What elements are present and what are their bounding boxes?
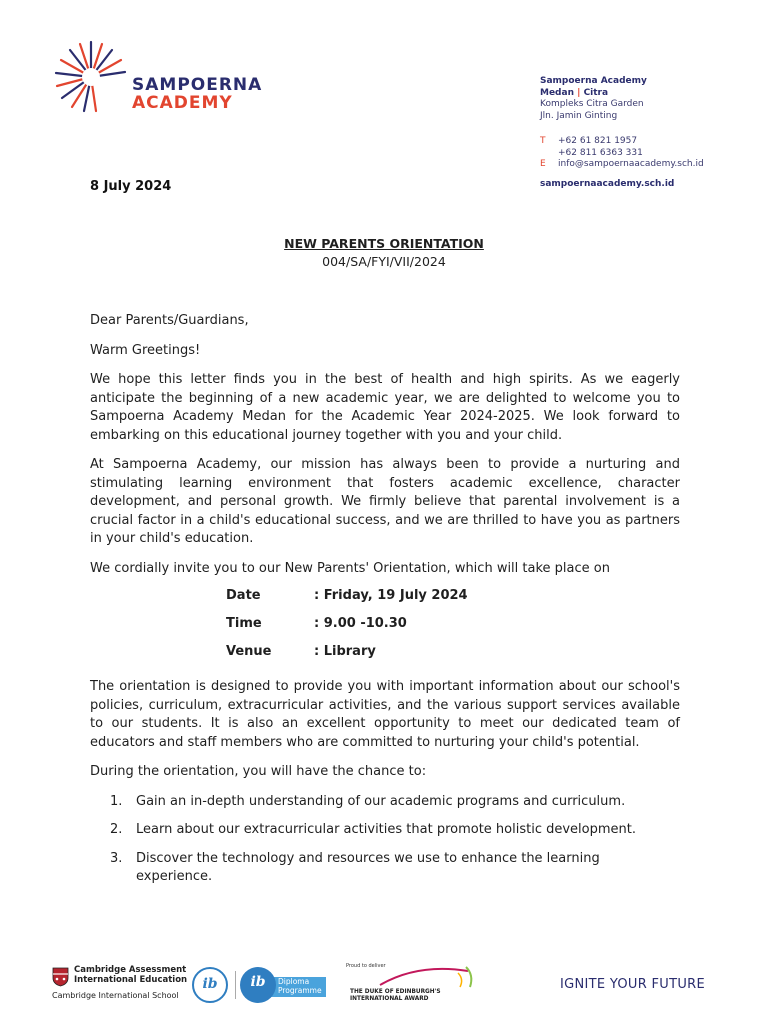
list-text: Discover the technology and resources we use to enhance the learning experience. xyxy=(136,850,600,884)
email-link[interactable]: info@sampoernaacademy.sch.id xyxy=(558,159,704,169)
list-number: 3. xyxy=(110,850,123,866)
phone-number-2[interactable]: +62 811 6363 331 xyxy=(558,147,643,158)
detail-label: Date xyxy=(226,587,261,603)
cambridge-line-1: Cambridge Assessment xyxy=(74,965,187,975)
list-number: 1. xyxy=(110,793,123,809)
letter-reference: 004/SA/FYI/VII/2024 xyxy=(322,254,446,269)
contact-school-name: Sampoerna Academy xyxy=(540,76,647,86)
cambridge-subtitle: Cambridge International School xyxy=(52,991,179,1000)
cambridge-wordmark xyxy=(74,965,187,985)
footer xyxy=(0,955,768,1015)
detail-row-date xyxy=(226,582,680,610)
email-label: E xyxy=(540,159,546,169)
letter-title-block xyxy=(0,236,768,269)
contact-email xyxy=(540,159,704,171)
detail-row-venue xyxy=(226,638,680,666)
detail-value: : Library xyxy=(314,643,376,659)
starburst-logo-icon xyxy=(50,36,132,118)
campus-medan: Medan xyxy=(540,87,574,98)
duke-of-edinburgh-logo xyxy=(346,963,481,1003)
letter-body xyxy=(90,312,680,897)
list-text: Learn about our extracurricular activities that promote holistic development. xyxy=(136,822,636,837)
letter-date: 8 July 2024 xyxy=(90,179,172,194)
logo-line-2: ACADEMY xyxy=(132,93,233,113)
campus-separator: | xyxy=(577,87,581,98)
event-details xyxy=(226,582,680,666)
detail-label: Time xyxy=(226,615,262,631)
ib-logo xyxy=(192,967,332,1003)
doe-proud-text: Proud to deliver xyxy=(346,963,386,969)
ib-world-school-icon: ib xyxy=(192,967,228,1003)
doe-swirl-icon xyxy=(378,965,478,989)
campus-citra: Citra xyxy=(583,87,609,98)
paragraph-mission: At Sampoerna Academy, our mission has always been to provide a nurturing and stimulating learning environment that fosters academic excellence, character development, and personal growth. We firmly believe that parental involvement is a crucial factor in a child's educational success, and we are thrilled to have you as partners in your child's education. xyxy=(90,457,680,546)
website-link[interactable]: sampoernaacademy.sch.id xyxy=(540,178,675,189)
cambridge-line-2: International Education xyxy=(74,975,188,985)
logo-wordmark xyxy=(132,76,262,112)
list-item xyxy=(90,850,680,887)
letter-title: NEW PARENTS ORIENTATION xyxy=(284,236,484,251)
detail-value: : Friday, 19 July 2024 xyxy=(314,587,468,603)
list-item xyxy=(90,793,680,812)
cambridge-shield-icon xyxy=(52,967,69,987)
list-item xyxy=(90,821,680,840)
paragraph-orientation: The orientation is designed to provide you with important information about our school's policies, curriculum, extracurricular activities, and the various support services available to our students. It is also an excellent opportunity to meet our dedicated team of educators and staff members who are committed to nurturing your child's potential. xyxy=(90,679,680,750)
contact-phone-2 xyxy=(540,148,704,160)
list-intro: During the orientation, you will have the chance to: xyxy=(90,764,427,779)
tagline: IGNITE YOUR FUTURE xyxy=(560,977,705,992)
greeting: Warm Greetings! xyxy=(90,342,201,358)
paragraph-welcome: We hope this letter finds you in the best of health and high spirits. As we eagerly anticipate the beginning of a new academic year, we are delighted to welcome you to Sampoerna Academy Medan for the Academic Year 2024-2025. We look forward to embarking on this educational journey together with you and your child. xyxy=(90,372,680,443)
detail-label: Venue xyxy=(226,643,272,659)
salutation: Dear Parents/Guardians, xyxy=(90,313,249,328)
list-number: 2. xyxy=(110,822,123,837)
doe-wordmark: THE DUKE OF EDINBURGH'S INTERNATIONAL AWARD xyxy=(350,989,441,1002)
detail-value: : 9.00 -10.30 xyxy=(314,615,407,631)
ib-diploma-label: Diploma Programme xyxy=(264,977,326,997)
phone-number-1[interactable]: +62 61 821 1957 xyxy=(558,136,638,146)
sampoerna-academy-logo xyxy=(50,36,280,126)
paragraph-invite: We cordially invite you to our New Parents' Orientation, which will take place on xyxy=(90,560,610,576)
ib-diploma-icon: ib xyxy=(240,967,276,1003)
contact-campus xyxy=(540,88,704,100)
contact-address-2: Jln. Jamin Ginting xyxy=(540,110,618,121)
list-text: Gain an in-depth understanding of our academic programs and curriculum. xyxy=(136,793,626,809)
phone-label: T xyxy=(540,136,546,146)
detail-row-time xyxy=(226,610,680,638)
contact-phone-1 xyxy=(540,136,704,148)
logo-line-1: SAMPOERNA xyxy=(132,75,263,95)
contact-block xyxy=(540,76,704,190)
contact-address-1: Kompleks Citra Garden xyxy=(540,99,644,109)
benefits-list xyxy=(90,793,680,887)
